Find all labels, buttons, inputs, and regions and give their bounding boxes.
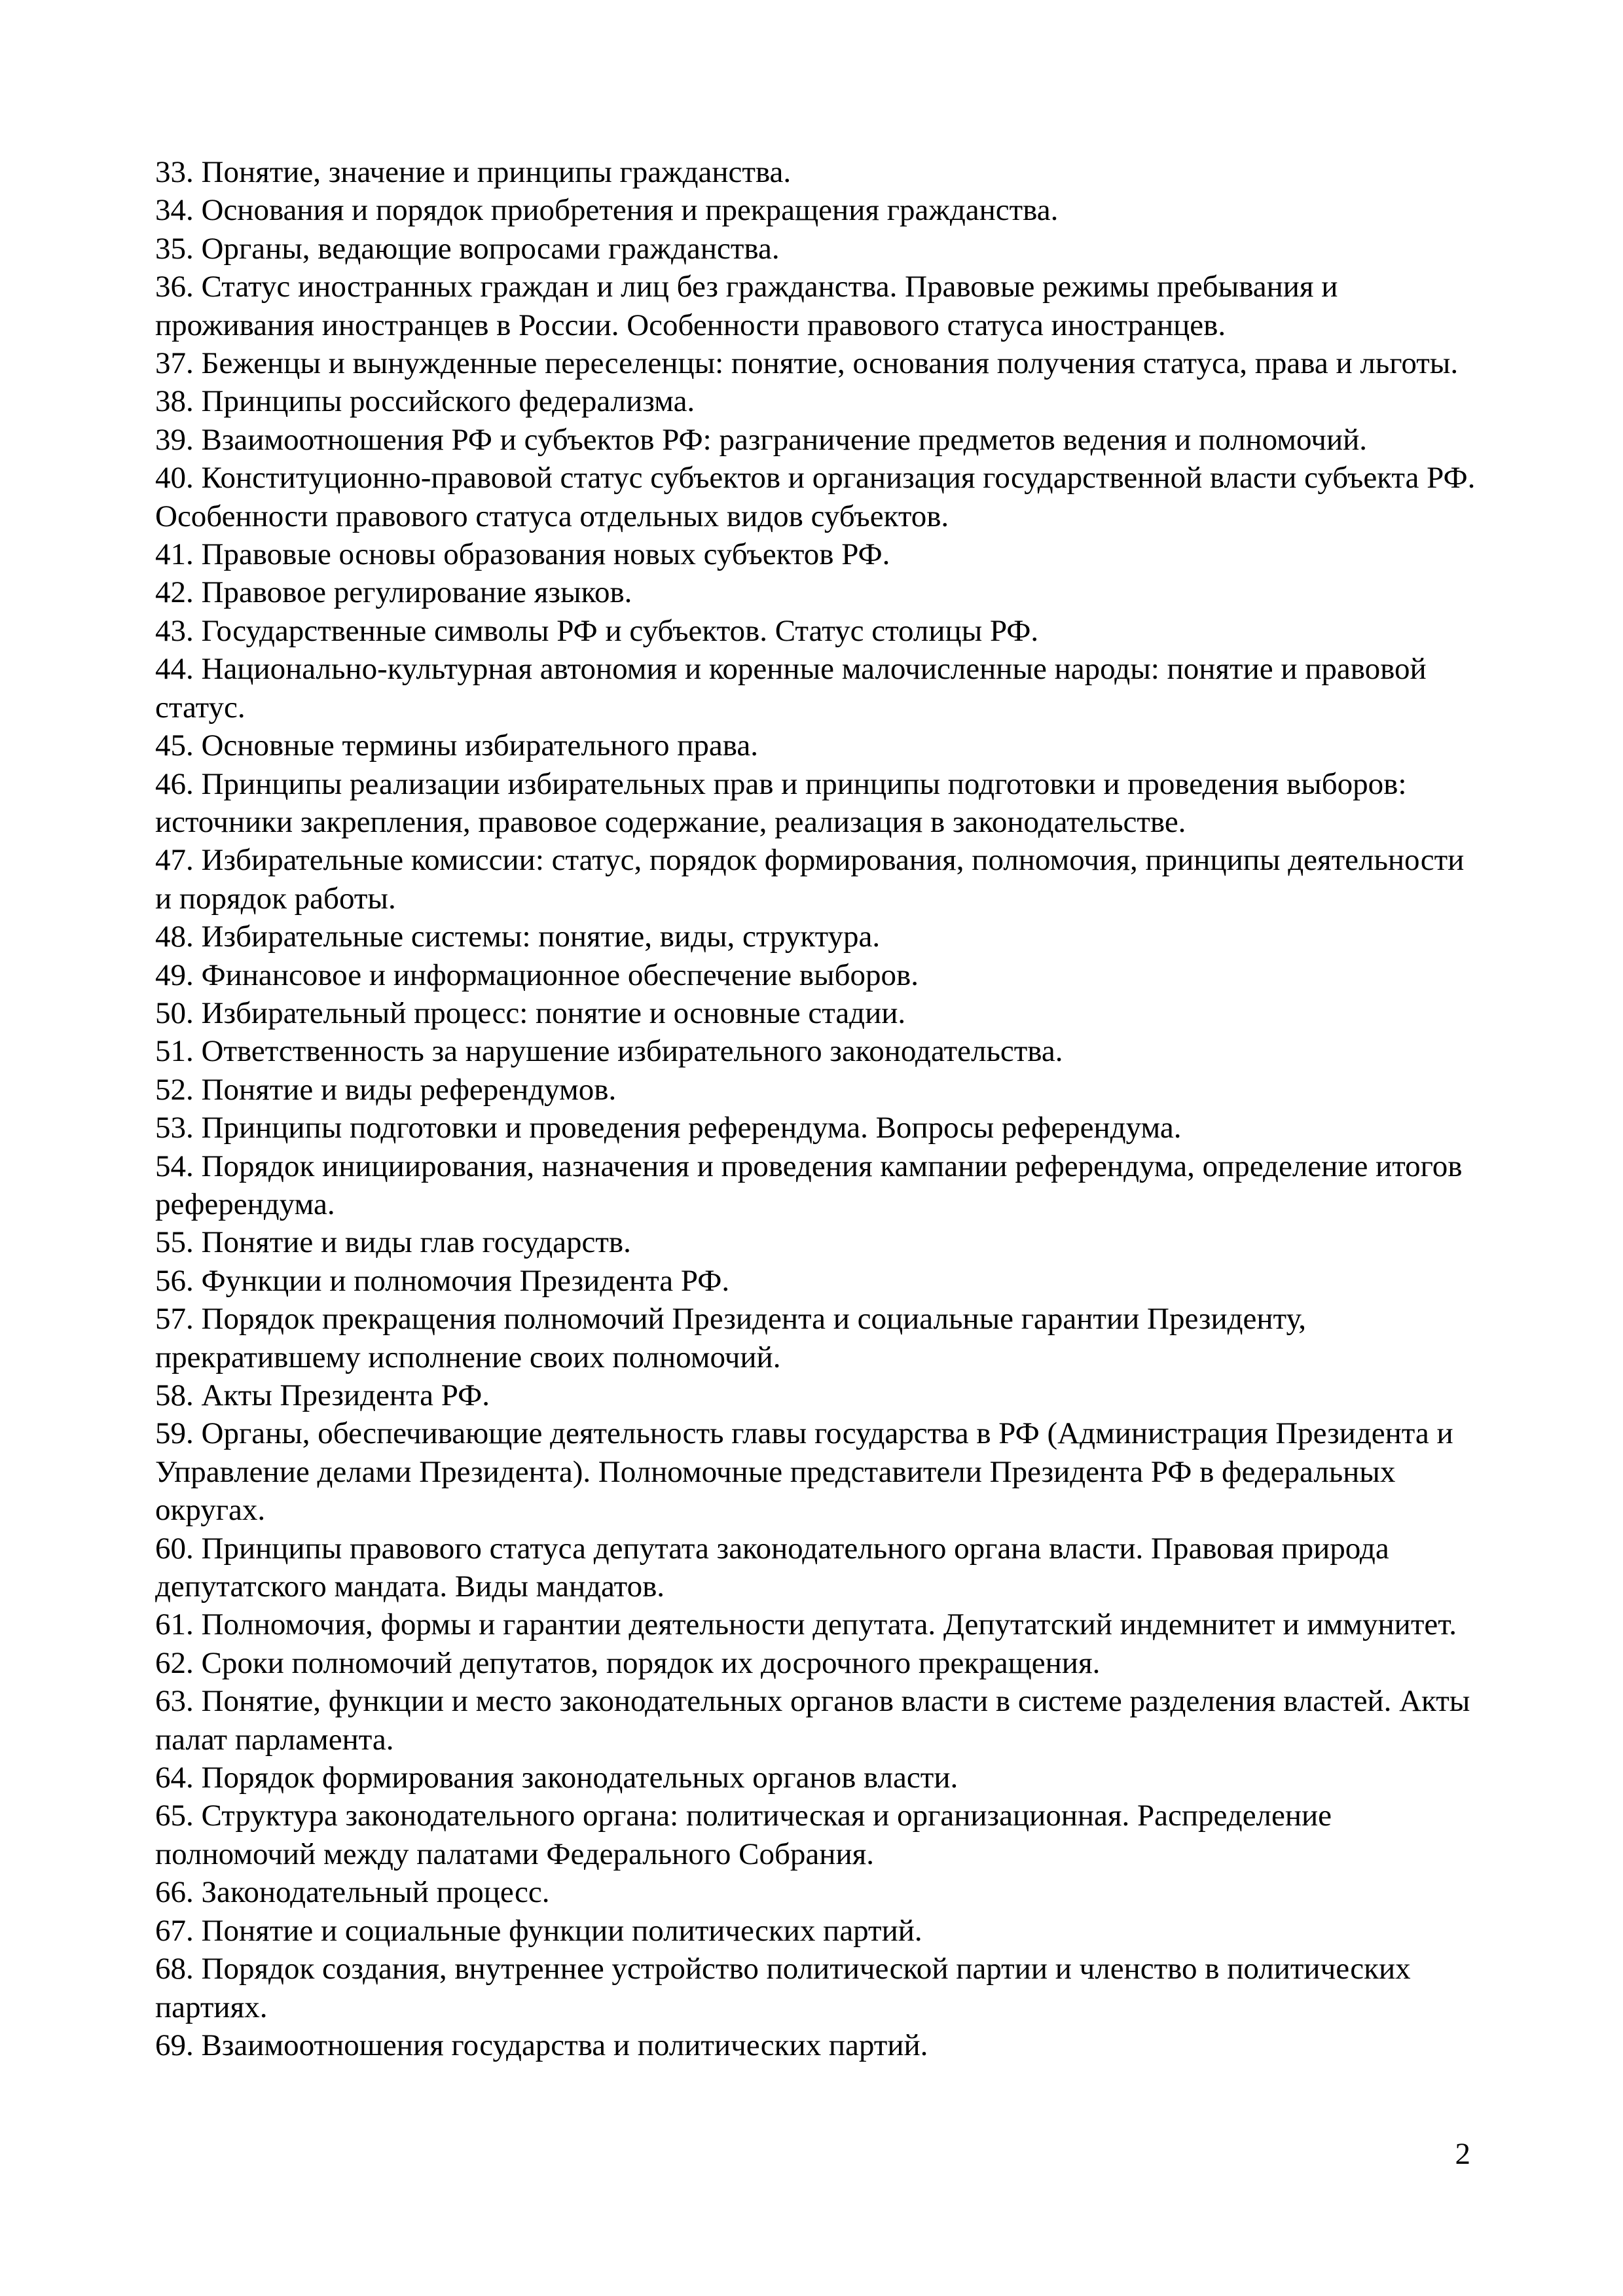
list-item: 56. Функции и полномочия Президента РФ. <box>155 1263 730 1298</box>
list-item: 51. Ответственность за нарушение избирательного законодательства. <box>155 1034 1063 1069</box>
list-item: 65. Структура законодательного органа: политическая и организационная. Распределение полномочий между палатами Федерального Собрания. <box>155 1799 1332 1871</box>
list-item: 59. Органы, обеспечивающие деятельность главы государства в РФ (Администрация Президента и Управление делами Президента). Полномочные представители Президента РФ в федеральных округах. <box>155 1416 1453 1528</box>
list-item: 68. Порядок создания, внутреннее устройство политической партии и членство в политических партиях. <box>155 1952 1411 2024</box>
list-item: 60. Принципы правового статуса депутата законодательного органа власти. Правовая природа депутатского мандата. Виды мандатов. <box>155 1531 1389 1604</box>
list-item: 48. Избирательные системы: понятие, виды, структура. <box>155 920 881 954</box>
page-number: 2 <box>1455 2137 1470 2171</box>
list-item: 67. Понятие и социальные функции политических партий. <box>155 1913 922 1948</box>
list-item: 33. Понятие, значение и принципы гражданства. <box>155 155 792 189</box>
list-item: 34. Основания и порядок приобретения и прекращения гражданства. <box>155 193 1059 228</box>
list-item: 35. Органы, ведающие вопросами гражданства. <box>155 231 780 266</box>
list-item: 47. Избирательные комиссии: статус, порядок формирования, полномочия, принципы деятельности и порядок работы. <box>155 843 1465 916</box>
list-item: 43. Государственные символы РФ и субъектов. Статус столицы РФ. <box>155 613 1039 648</box>
list-item: 49. Финансовое и информационное обеспечение выборов. <box>155 958 919 992</box>
list-item: 46. Принципы реализации избирательных прав и принципы подготовки и проведения выборов: источники закрепления, правовое содержание, реализация в законодательстве. <box>155 766 1407 839</box>
list-item: 50. Избирательный процесс: понятие и основные стадии. <box>155 996 906 1030</box>
list-item: 52. Понятие и виды референдумов. <box>155 1072 617 1107</box>
list-item: 53. Принципы подготовки и проведения референдума. Вопросы референдума. <box>155 1111 1182 1145</box>
list-item: 58. Акты Президента РФ. <box>155 1378 490 1412</box>
list-item: 55. Понятие и виды глав государств. <box>155 1225 631 1260</box>
list-item: 38. Принципы российского федерализма. <box>155 384 695 419</box>
list-item: 62. Сроки полномочий депутатов, порядок их досрочного прекращения. <box>155 1645 1101 1680</box>
list-item: 69. Взаимоотношения государства и политических партий. <box>155 2028 928 2062</box>
list-item: 45. Основные термины избирательного права. <box>155 728 758 763</box>
list-item: 54. Порядок инициирования, назначения и проведения кампании референдума, определение итогов референдума. <box>155 1149 1463 1221</box>
list-item: 41. Правовые основы образования новых субъектов РФ. <box>155 537 890 572</box>
list-item: 57. Порядок прекращения полномочий Президента и социальные гарантии Президенту, прекратившему исполнение своих полномочий. <box>155 1302 1307 1374</box>
list-item: 63. Понятие, функции и место законодательных органов власти в системе разделения властей. Акты палат парламента. <box>155 1684 1470 1757</box>
question-list <box>155 153 1484 2064</box>
list-item: 64. Порядок формирования законодательных органов власти. <box>155 1761 958 1795</box>
list-item: 39. Взаимоотношения РФ и субъектов РФ: разграничение предметов ведения и полномочий. <box>155 422 1367 457</box>
list-item: 40. Конституционно-правовой статус субъектов и организация государственной власти субъекта РФ. Особенности правового статуса отдельных видов субъектов. <box>155 461 1476 533</box>
list-item: 36. Статус иностранных граждан и лиц без гражданства. Правовые режимы пребывания и проживания иностранцев в России. Особенности правового статуса иностранцев. <box>155 270 1338 342</box>
list-item: 37. Беженцы и вынужденные переселенцы: понятие, основания получения статуса, права и льготы. <box>155 346 1459 381</box>
list-item: 66. Законодательный процесс. <box>155 1875 550 1910</box>
list-item: 42. Правовое регулирование языков. <box>155 575 632 610</box>
list-item: 61. Полномочия, формы и гарантии деятельности депутата. Депутатский индемнитет и иммунитет. <box>155 1607 1457 1642</box>
list-item: 44. Национально-культурная автономия и коренные малочисленные народы: понятие и правовой статус. <box>155 652 1427 725</box>
